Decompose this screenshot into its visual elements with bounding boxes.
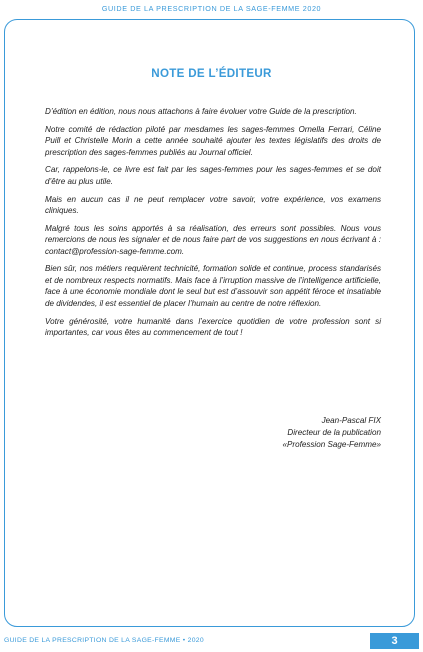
signature-name: Jean-Pascal FIX bbox=[321, 416, 381, 425]
signature-block bbox=[282, 415, 381, 451]
running-header: GUIDE DE LA PRESCRIPTION DE LA SAGE-FEMME 2020 bbox=[101, 4, 322, 13]
footer-running-title: GUIDE DE LA PRESCRIPTION DE LA SAGE-FEMME • 2020 bbox=[4, 637, 204, 644]
paragraph: Votre générosité, votre humanité dans l’exercice quotidien de votre profession sont si importantes, car vous êtes au commencement de tout ! bbox=[45, 316, 381, 338]
paragraph: Car, rappelons-le, ce livre est fait par les sages-femmes pour les sages-femmes et se doit d’être au plus utile. bbox=[45, 165, 381, 186]
paragraph: Malgré tous les soins apportés à sa réalisation, des erreurs sont possibles. Nous vous remercions de nous les signaler et de nous faire part de vos suggestions en nous écrivant à : contact@profession-sage-femme.com. bbox=[45, 223, 381, 256]
paragraph: Bien sûr, nos métiers requièrent technicité, formation solide et continue, process standarisés et de nombreux respects normatifs. Mais face à l’irruption massive de l’intelligence artificielle, face à une économie mondiale dont le seul but est d’assouvir son appétit féroce et insatiable de dividendes, il est essentiel de placer l’humain au centre de notre réflexion. bbox=[45, 264, 381, 308]
page-title: NOTE DE L’ÉDITEUR bbox=[151, 67, 272, 80]
paragraph: Notre comité de rédaction piloté par mesdames les sages-femmes Ornella Ferrari, Céline Puill et Christelle Morin a cette année souhaité ajouter les textes législatifs des droits de prescription des sages-femmes publiés au Journal officiel. bbox=[45, 124, 381, 157]
signature-role: Directeur de la publication bbox=[287, 428, 381, 437]
paragraph: Mais en aucun cas il ne peut remplacer votre savoir, votre expérience, vos examens cliniques. bbox=[45, 194, 381, 216]
editor-note-body bbox=[45, 106, 381, 345]
page-number: 3 bbox=[370, 633, 419, 649]
signature-publication: «Profession Sage-Femme» bbox=[282, 440, 381, 449]
paragraph: D’édition en édition, nous nous attachons à faire évoluer votre Guide de la prescription. bbox=[45, 107, 357, 116]
